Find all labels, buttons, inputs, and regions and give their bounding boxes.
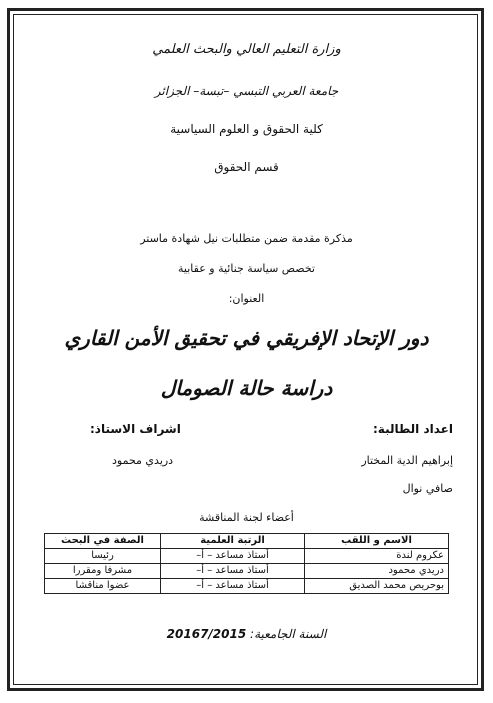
title-label: العنوان:: [228, 292, 265, 305]
thesis-subtitle: دراسة حالة الصومال: [160, 376, 333, 400]
member-role: مشرفا ومقررا: [45, 564, 161, 579]
academic-year-label: السنة الجامعية:: [250, 627, 327, 641]
column-header-rank: الرتبة العلمية: [161, 534, 305, 549]
member-rank: أستاذ مساعد – أ–: [161, 579, 305, 594]
member-name: دريدي محمود: [305, 564, 449, 579]
department-name: قسم الحقوق: [214, 160, 279, 174]
member-name: عكروم لندة: [305, 549, 449, 564]
column-header-name: الاسم و اللقب: [305, 534, 449, 549]
member-rank: أستاذ مساعد – أ–: [161, 564, 305, 579]
supervision-label: اشراف الاستاذ:: [90, 422, 181, 436]
academic-year: [20, 627, 473, 641]
student-name-1: إبراهيم الدية المختار: [361, 454, 453, 467]
faculty-name: كلية الحقوق و العلوم السياسية: [170, 122, 323, 136]
prepared-by-label: اعداد الطالبة:: [373, 422, 453, 436]
column-header-role: الصفة في البحث: [45, 534, 161, 549]
table-row: [45, 564, 449, 579]
member-rank: أستاذ مساعد – أ–: [161, 549, 305, 564]
table-header-row: [45, 534, 449, 549]
table-row: [45, 579, 449, 594]
thesis-title: دور الإتحاد الإفريقي في تحقيق الأمن القاري: [64, 326, 429, 350]
table-row: [45, 549, 449, 564]
member-name: بوحريص محمد الصديق: [305, 579, 449, 594]
member-role: رئيسا: [45, 549, 161, 564]
memo-description: مذكرة مقدمة ضمن متطلبات نيل شهادة ماستر: [140, 232, 353, 245]
supervisor-name: دريدي محمود: [112, 454, 174, 467]
student-name-2: صافي نوال: [402, 482, 453, 495]
specialization: تخصص سياسة جنائية و عقابية: [178, 262, 315, 275]
academic-year-value: 20167/2015: [166, 627, 247, 641]
ministry-name: وزارة التعليم العالي والبحث العلمي: [152, 42, 341, 57]
member-role: عضوا مناقشا: [45, 579, 161, 594]
committee-table: [44, 533, 449, 594]
committee-label: أعضاء لجنة المناقشة: [199, 511, 294, 524]
university-name: جامعة العربي التبسي –تبسة– الجزائر: [154, 84, 339, 98]
